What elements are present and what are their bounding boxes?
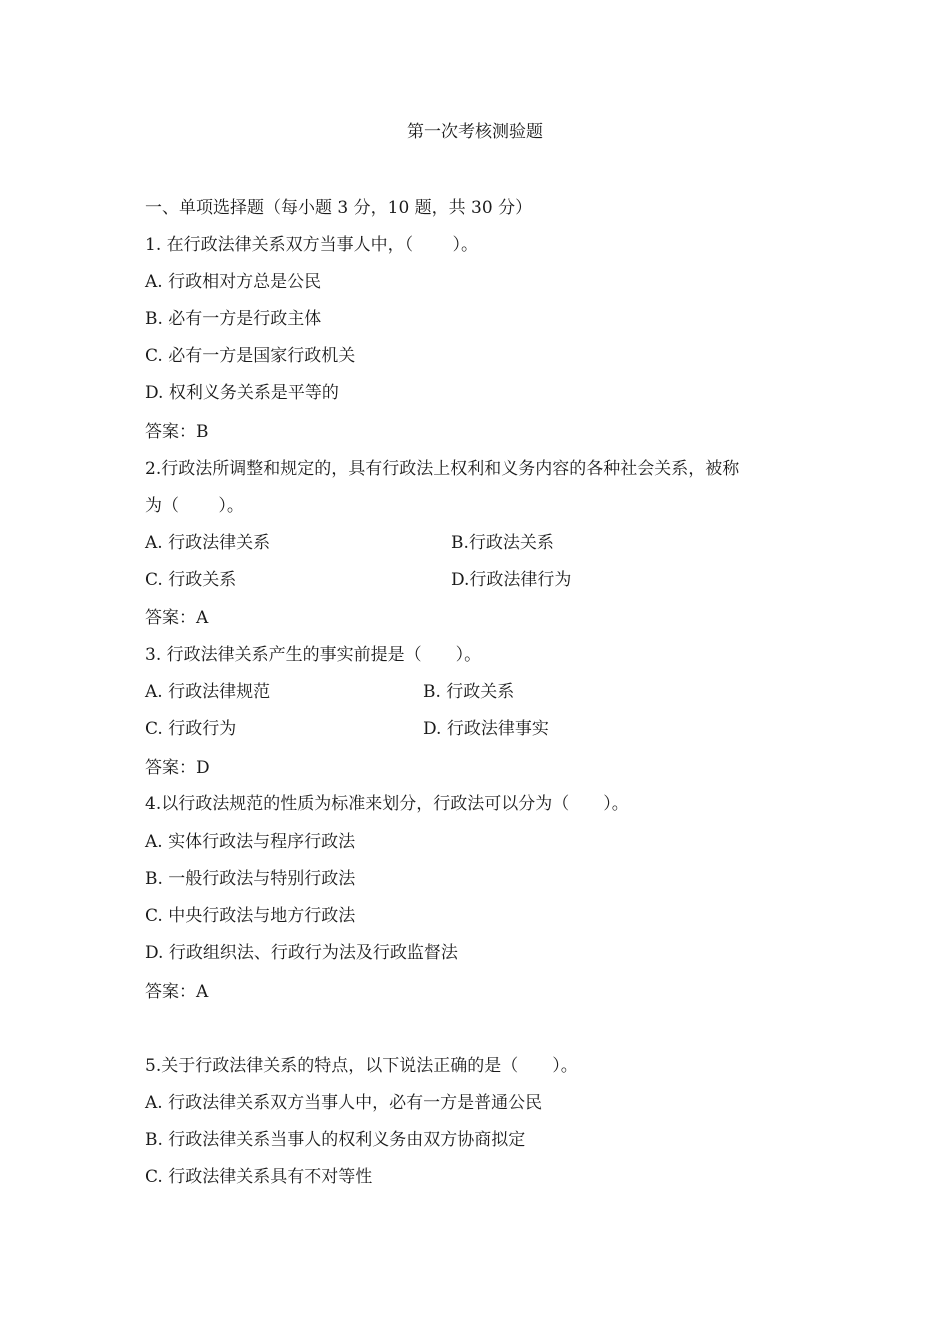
question-4-option-d: D. 行政组织法、行政行为法及行政监督法 <box>145 943 458 963</box>
question-2-stem-line2: 为（ ）。 <box>145 496 244 516</box>
question-3-option-b: B. 行政关系 <box>423 682 515 702</box>
question-3-answer: 答案：D <box>145 758 210 778</box>
question-1-option-a: A. 行政相对方总是公民 <box>145 272 322 292</box>
question-3-stem: 3. 行政法律关系产生的事实前提是（ ）。 <box>145 645 482 665</box>
document-title: 第一次考核测验题 <box>407 122 543 142</box>
section-heading: 一、单项选择题（每小题 3 分，10 题，共 30 分） <box>145 198 533 218</box>
question-1-option-c: C. 必有一方是国家行政机关 <box>145 346 356 366</box>
question-1-answer: 答案：B <box>145 422 209 442</box>
question-3-option-c: C. 行政行为 <box>145 719 237 739</box>
question-4-option-c: C. 中央行政法与地方行政法 <box>145 906 356 926</box>
question-2-option-a: A. 行政法律关系 <box>145 533 271 553</box>
question-5-stem: 5.关于行政法律关系的特点，以下说法正确的是（ ）。 <box>145 1056 578 1076</box>
question-1-option-d: D. 权利义务关系是平等的 <box>145 383 339 403</box>
question-3-option-d: D. 行政法律事实 <box>423 719 549 739</box>
question-2-option-d: D.行政法律行为 <box>451 570 572 590</box>
question-5-option-b: B. 行政法律关系当事人的权利义务由双方协商拟定 <box>145 1130 526 1150</box>
question-4-stem: 4.以行政法规范的性质为标准来划分，行政法可以分为（ ）。 <box>145 794 629 814</box>
question-1-option-b: B. 必有一方是行政主体 <box>145 309 322 329</box>
question-3-option-a: A. 行政法律规范 <box>145 682 271 702</box>
question-2-stem-line1: 2.行政法所调整和规定的，具有行政法上权利和义务内容的各种社会关系，被称 <box>145 459 740 479</box>
question-5-option-a: A. 行政法律关系双方当事人中，必有一方是普通公民 <box>145 1093 543 1113</box>
question-4-answer: 答案：A <box>145 982 209 1002</box>
question-4-option-b: B. 一般行政法与特别行政法 <box>145 869 356 889</box>
question-5-option-c: C. 行政法律关系具有不对等性 <box>145 1167 373 1187</box>
question-1-stem: 1. 在行政法律关系双方当事人中，（ ）。 <box>145 235 479 255</box>
question-4-option-a: A. 实体行政法与程序行政法 <box>145 832 356 852</box>
question-2-option-c: C. 行政关系 <box>145 570 237 590</box>
question-2-answer: 答案：A <box>145 608 209 628</box>
question-2-option-b: B.行政法关系 <box>451 533 554 553</box>
